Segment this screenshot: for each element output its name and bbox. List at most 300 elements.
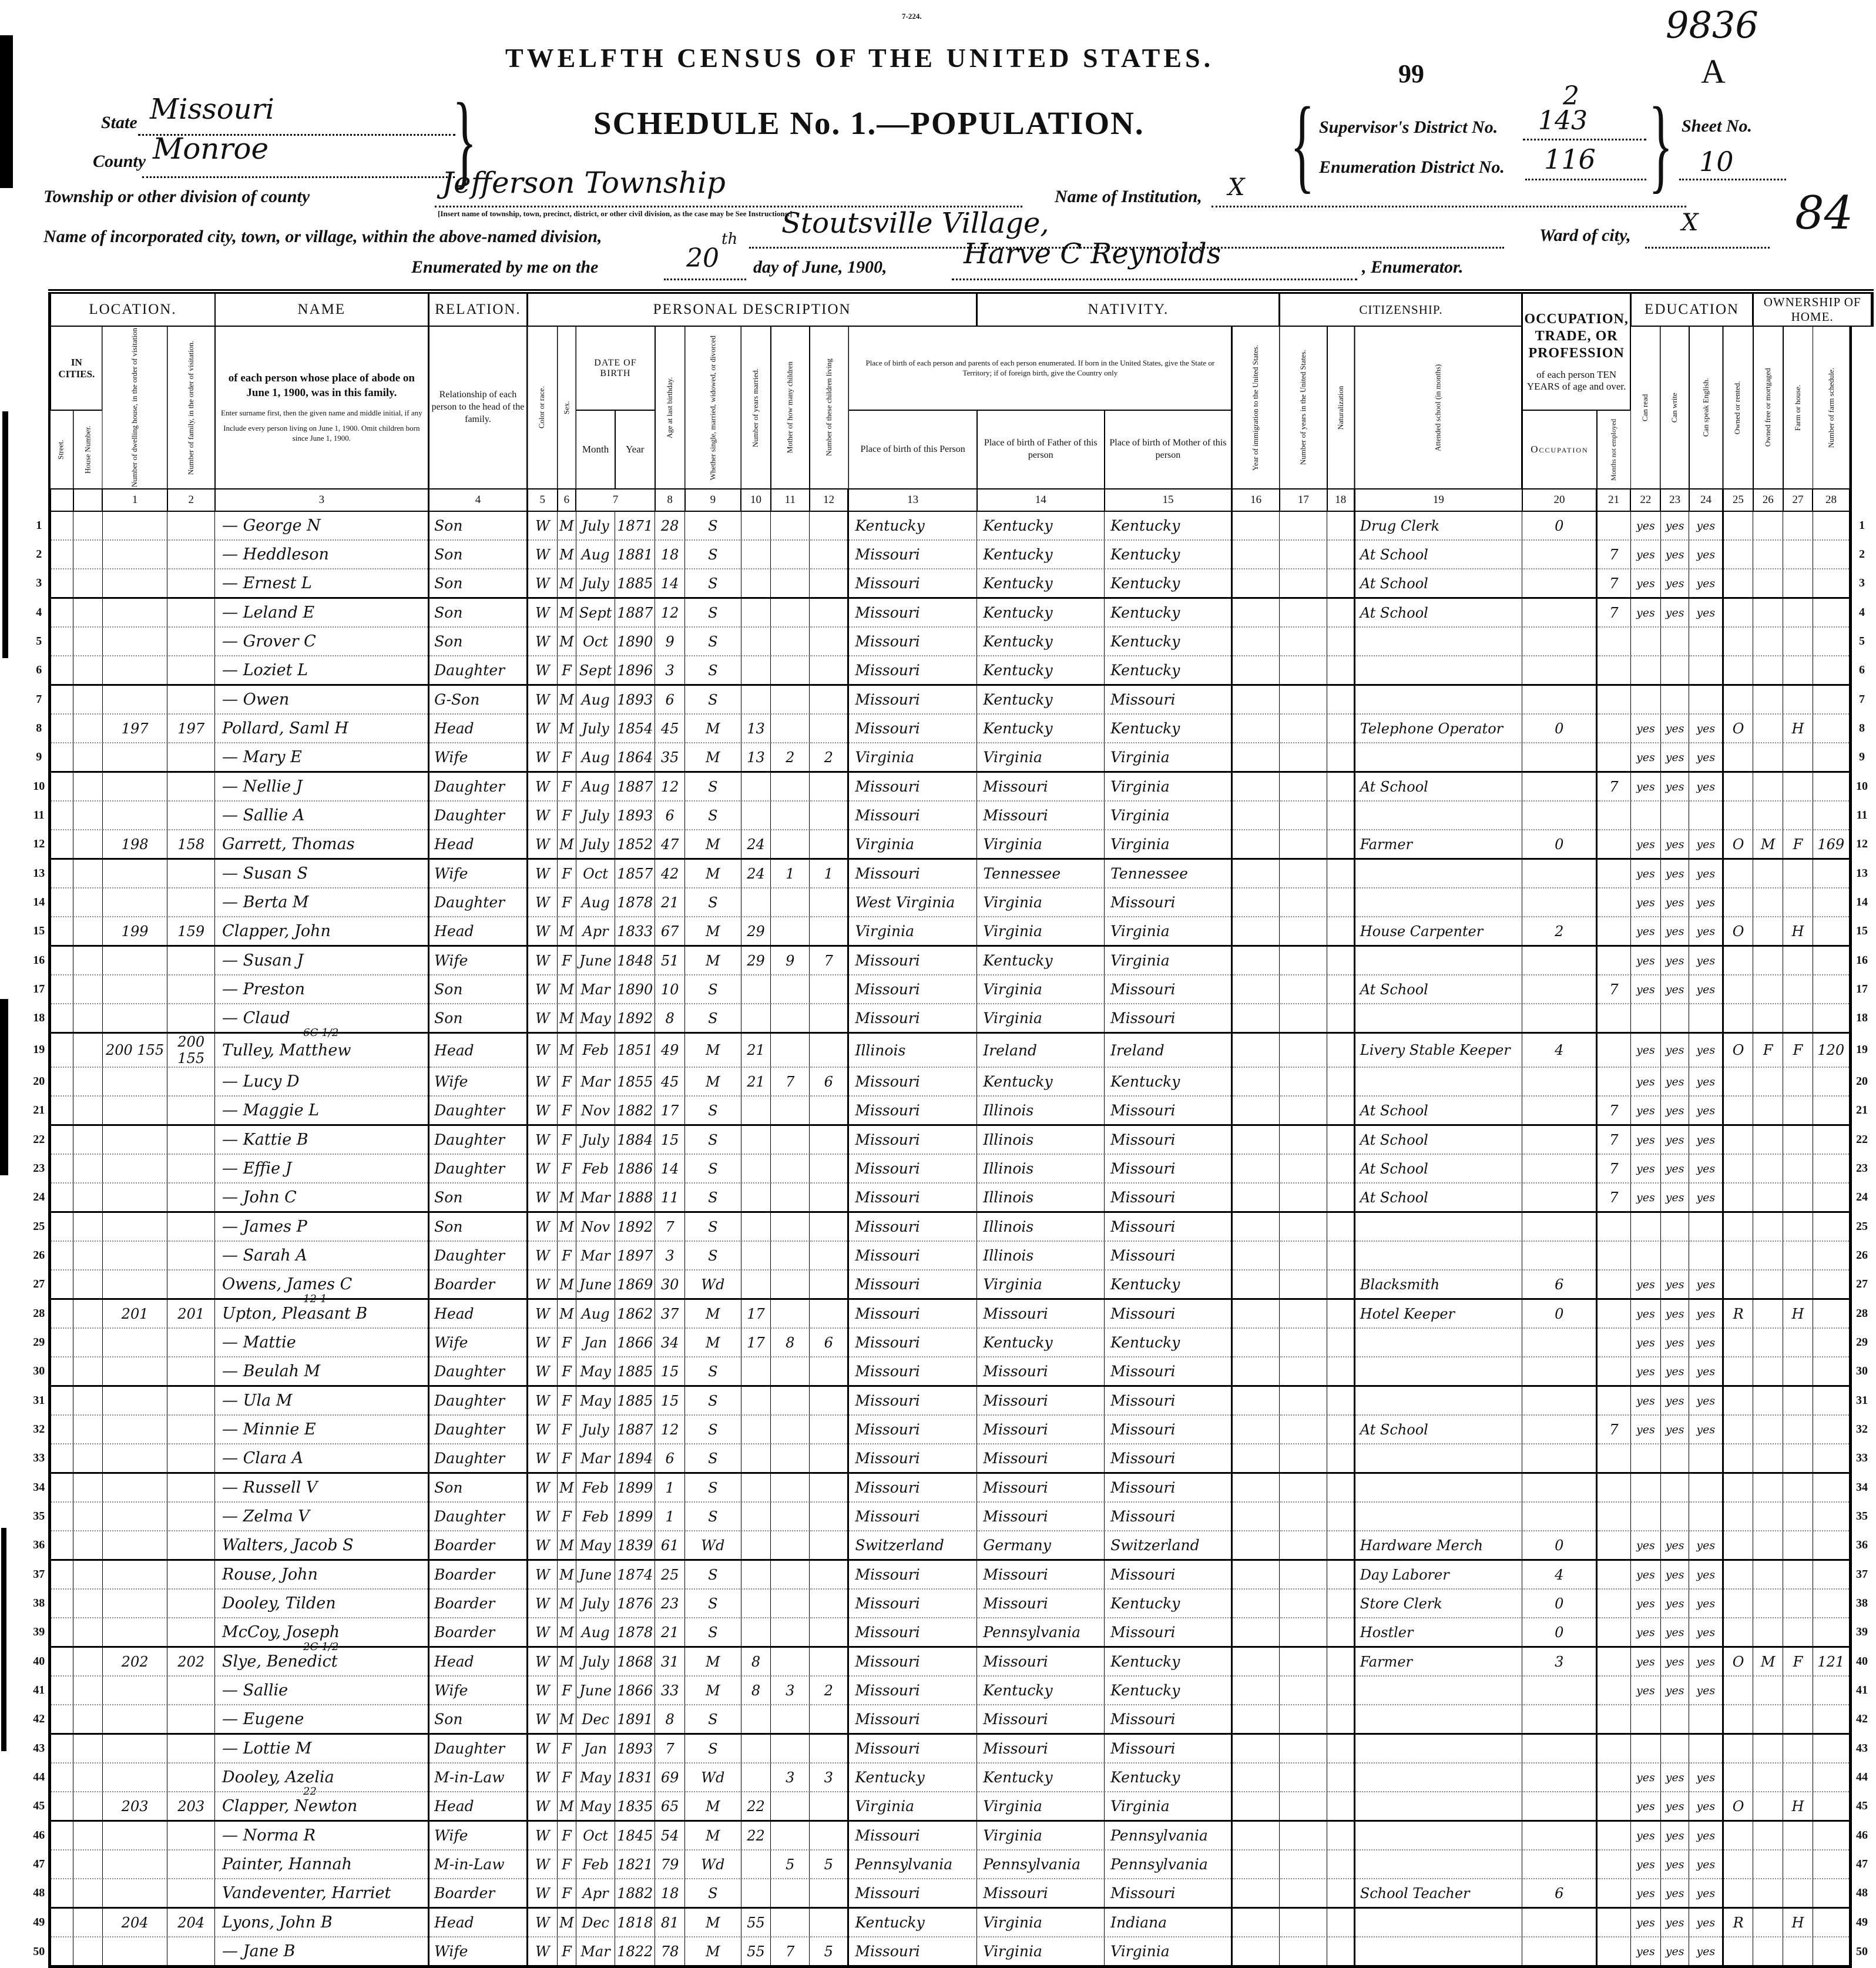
farm-schedule-cell [1813, 1096, 1850, 1125]
color-race-cell: W [527, 801, 557, 830]
birthplace-cell: Missouri [848, 801, 977, 830]
occupation-cell: Blacksmith [1354, 1270, 1522, 1299]
naturalization-cell [1327, 1386, 1355, 1416]
mother-of-cell: 7 [771, 1937, 810, 1967]
table-row [29, 1937, 1876, 1967]
birthplace-cell: Missouri [848, 656, 977, 685]
mortgage-cell [1753, 1386, 1783, 1416]
attended-school-cell [1597, 511, 1631, 540]
children-living-cell [810, 1125, 848, 1155]
marital-status-cell: M [685, 1821, 741, 1850]
mother-of-cell [771, 975, 810, 1004]
naturalization-cell [1327, 888, 1355, 917]
attended-school-cell: 7 [1597, 1125, 1631, 1155]
mother-of-cell [771, 685, 810, 715]
naturalization-cell [1327, 1850, 1355, 1879]
occupation-cell [1354, 946, 1522, 975]
can-write-cell: yes [1660, 1096, 1689, 1125]
enumerated-day-suffix: th [721, 230, 737, 248]
house-number-cell [73, 1502, 103, 1531]
family-number-cell [167, 1879, 215, 1908]
relation-cell: Wife [429, 743, 528, 772]
birth-year-cell: 1881 [615, 540, 655, 569]
mother-birthplace-cell: Missouri [1105, 1357, 1232, 1386]
occupation-cell: Day Laborer [1354, 1560, 1522, 1590]
can-write-cell [1660, 656, 1689, 685]
row-number-right: 12 [1850, 830, 1872, 859]
color-race-header: Color or race. [527, 326, 557, 489]
marital-status-cell: M [685, 830, 741, 859]
speak-english-cell: yes [1689, 511, 1723, 540]
family-number-cell [167, 1444, 215, 1473]
mother-birthplace-cell: Virginia [1105, 830, 1232, 859]
street-cell [50, 975, 73, 1004]
speak-english-cell [1689, 656, 1723, 685]
color-race-cell: W [527, 656, 557, 685]
sheet-line [1679, 179, 1786, 180]
colnum-16: 16 [1232, 489, 1280, 511]
street-cell [50, 1502, 73, 1531]
farm-schedule-cell [1813, 1560, 1850, 1590]
street-cell [50, 859, 73, 889]
can-write-cell: yes [1660, 1937, 1689, 1967]
colnum-13: 13 [848, 489, 977, 511]
years-in-us-cell [1280, 1502, 1327, 1531]
birth-month-cell: May [576, 1386, 615, 1416]
mother-birthplace-cell: Pennsylvania [1105, 1850, 1232, 1879]
street-cell [50, 743, 73, 772]
row-number-right: 43 [1850, 1734, 1872, 1764]
can-read-cell: yes [1630, 975, 1660, 1004]
can-write-cell [1660, 1473, 1689, 1503]
age-cell: 12 [655, 598, 685, 628]
mother-of-cell [771, 1560, 810, 1590]
mother-of-cell [771, 1154, 810, 1183]
immigration-year-cell [1232, 1328, 1280, 1357]
dwelling-number-cell [102, 1763, 167, 1792]
handwritten-page-id: 9836 [1666, 4, 1758, 46]
owned-rented-cell [1723, 1850, 1753, 1879]
relation-cell: Head [429, 714, 528, 743]
sex-cell: M [558, 1033, 576, 1068]
row-number-right: 40 [1850, 1647, 1872, 1677]
mother-birthplace-cell: Kentucky [1105, 1647, 1232, 1677]
mother-birthplace-cell: Missouri [1105, 1125, 1232, 1155]
color-race-cell: W [527, 1502, 557, 1531]
birth-month-cell: July [576, 511, 615, 540]
mother-of-cell [771, 1473, 810, 1503]
birth-month-cell: Aug [576, 888, 615, 917]
sex-cell: F [558, 1125, 576, 1155]
attended-school-cell: 7 [1597, 1415, 1631, 1444]
months-not-employed-cell: 0 [1522, 1299, 1597, 1329]
months-not-employed-cell [1522, 975, 1597, 1004]
can-read-cell: yes [1630, 1937, 1660, 1967]
sex-cell: F [558, 1763, 576, 1792]
relation-cell: Daughter [429, 772, 528, 802]
occupation-cell [1354, 888, 1522, 917]
street-cell [50, 1270, 73, 1299]
birthplace-cell: Virginia [848, 830, 977, 859]
months-not-employed-cell [1522, 1705, 1597, 1734]
relation-cell: Daughter [429, 1502, 528, 1531]
naturalization-cell [1327, 1531, 1355, 1560]
colnum-27: 27 [1783, 489, 1813, 511]
birth-month-cell: Mar [576, 975, 615, 1004]
can-read-cell [1630, 1705, 1660, 1734]
occupation-cell: At School [1354, 1096, 1522, 1125]
months-not-employed-cell [1522, 946, 1597, 975]
relation-cell: Son [429, 598, 528, 628]
farm-house-cell [1783, 1270, 1813, 1299]
farm-house-cell [1783, 1212, 1813, 1242]
farm-or-house-header: Farm or house. [1783, 326, 1813, 489]
mortgage-cell [1753, 1415, 1783, 1444]
dwelling-number-cell [102, 656, 167, 685]
immigration-year-cell [1232, 714, 1280, 743]
years-married-cell: 13 [741, 714, 771, 743]
years-in-us-cell [1280, 627, 1327, 656]
dwelling-number-cell [102, 1415, 167, 1444]
marital-status-cell: S [685, 1589, 741, 1618]
mortgage-cell [1753, 1763, 1783, 1792]
street-cell [50, 801, 73, 830]
age-cell: 17 [655, 1096, 685, 1125]
age-cell: 12 [655, 1415, 685, 1444]
owned-rented-cell [1723, 1357, 1753, 1386]
years-in-us-cell [1280, 540, 1327, 569]
farm-schedule-cell [1813, 1676, 1850, 1705]
speak-english-cell: yes [1689, 1647, 1723, 1677]
years-in-us-cell [1280, 1908, 1327, 1937]
years-married-cell [741, 888, 771, 917]
birth-year-cell: 1818 [615, 1908, 655, 1937]
person-name: Upton, Pleasant B [215, 1305, 367, 1323]
row-number-left: 29 [29, 1328, 50, 1357]
can-read-cell [1630, 1444, 1660, 1473]
color-race-cell: W [527, 743, 557, 772]
mother-of-cell [771, 830, 810, 859]
can-write-cell: yes [1660, 598, 1689, 628]
mother-of-cell [771, 1879, 810, 1908]
township-note: [Insert name of township, town, precinct, district, or other civil division, as the case may be See Instructions.] [438, 209, 792, 219]
naturalization-cell [1327, 1328, 1355, 1357]
immigration-year-cell [1232, 1589, 1280, 1618]
occupation-cell [1354, 1386, 1522, 1416]
sex-cell: F [558, 1821, 576, 1850]
years-in-us-cell [1280, 1763, 1327, 1792]
pencil-annotation: 22 [303, 1785, 317, 1798]
naturalization-cell [1327, 1908, 1355, 1937]
person-name: Painter, Hannah [215, 1855, 352, 1873]
years-married-cell [741, 1618, 771, 1647]
attended-school-cell [1597, 1589, 1631, 1618]
row-number-right: 25 [1850, 1212, 1872, 1242]
owned-rented-cell [1723, 1328, 1753, 1357]
immigration-year-cell [1232, 743, 1280, 772]
family-number-cell [167, 1415, 215, 1444]
can-write-cell: yes [1660, 1183, 1689, 1212]
years-married-cell: 21 [741, 1067, 771, 1096]
name-cell [215, 1212, 429, 1242]
street-cell [50, 1033, 73, 1068]
city-label: Name of incorporated city, town, or village, within the above-named division, [43, 227, 602, 247]
birthplace-cell: Switzerland [848, 1531, 977, 1560]
person-name: — Mary E [215, 748, 302, 766]
family-number-cell [167, 859, 215, 889]
can-write-cell: yes [1660, 1792, 1689, 1821]
enumerated-prefix: Enumerated by me on the [411, 257, 598, 277]
mortgage-cell [1753, 1908, 1783, 1937]
relation-cell: Head [429, 1647, 528, 1677]
years-in-us-cell [1280, 1647, 1327, 1677]
row-number-right: 50 [1850, 1937, 1872, 1967]
marital-status-cell: S [685, 1241, 741, 1270]
relation-cell: Son [429, 569, 528, 598]
mortgage-cell [1753, 1299, 1783, 1329]
age-cell: 1 [655, 1502, 685, 1531]
farm-schedule-cell [1813, 1937, 1850, 1967]
person-name: — Susan S [215, 864, 308, 883]
immigration-year-cell [1232, 1821, 1280, 1850]
can-read-cell: yes [1630, 1531, 1660, 1560]
immigration-year-cell [1232, 1067, 1280, 1096]
row-number-right: 19 [1850, 1033, 1872, 1068]
row-number-right: 13 [1850, 859, 1872, 889]
naturalization-cell [1327, 1502, 1355, 1531]
mother-birthplace-cell: Missouri [1105, 1560, 1232, 1590]
sex-cell: F [558, 1386, 576, 1416]
farm-house-cell [1783, 888, 1813, 917]
father-birthplace-cell: Virginia [977, 1004, 1105, 1033]
owned-rented-cell [1723, 1183, 1753, 1212]
owned-rented-cell: O [1723, 917, 1753, 946]
table-row [29, 569, 1876, 598]
years-in-us-cell [1280, 1067, 1327, 1096]
children-living-cell [810, 1792, 848, 1821]
speak-english-cell [1689, 1241, 1723, 1270]
sex-cell: M [558, 1560, 576, 1590]
years-married-cell [741, 1531, 771, 1560]
can-read-cell [1630, 685, 1660, 715]
row-number-right: 3 [1850, 569, 1872, 598]
farm-schedule-cell [1813, 714, 1850, 743]
relation-cell: Wife [429, 1937, 528, 1967]
marital-status-cell: S [685, 511, 741, 540]
children-living-header: Number of these children living [810, 326, 848, 489]
farm-house-cell: F [1783, 1033, 1813, 1068]
county-label: County [93, 152, 146, 172]
occupation-cell [1354, 1734, 1522, 1764]
farm-house-cell [1783, 1937, 1813, 1967]
birth-month-cell: June [576, 1676, 615, 1705]
person-name: — Leland E [215, 604, 314, 622]
age-cell: 6 [655, 801, 685, 830]
marital-status-header: Whether single, married, widowed, or divorced [685, 326, 741, 489]
can-write-cell: yes [1660, 569, 1689, 598]
name-cell [215, 598, 429, 628]
marital-status-cell: S [685, 1357, 741, 1386]
row-number-right: 23 [1850, 1154, 1872, 1183]
mother-birthplace-cell: Virginia [1105, 801, 1232, 830]
name-cell [215, 1763, 429, 1792]
house-number-cell [73, 1821, 103, 1850]
relation-cell: Daughter [429, 1734, 528, 1764]
father-birthplace-cell: Missouri [977, 1647, 1105, 1677]
street-cell [50, 1444, 73, 1473]
immigration-year-cell [1232, 1299, 1280, 1329]
birth-year-cell: 1831 [615, 1763, 655, 1792]
birth-year-cell: 1893 [615, 1734, 655, 1764]
mother-of-cell [771, 917, 810, 946]
name-cell [215, 1033, 429, 1068]
family-number-cell [167, 1328, 215, 1357]
years-in-us-cell [1280, 1415, 1327, 1444]
owned-rented-cell [1723, 1531, 1753, 1560]
birth-year-cell: 1869 [615, 1270, 655, 1299]
person-name: Garrett, Thomas [215, 835, 355, 853]
immigration-year-cell [1232, 1531, 1280, 1560]
months-not-employed-cell [1522, 1125, 1597, 1155]
birth-year-cell: 1857 [615, 859, 655, 889]
children-living-cell [810, 1618, 848, 1647]
years-married-cell [741, 685, 771, 715]
birth-year-cell: 1882 [615, 1879, 655, 1908]
mortgage-cell [1753, 1560, 1783, 1590]
mortgage-cell: F [1753, 1033, 1783, 1068]
age-cell: 45 [655, 1067, 685, 1096]
naturalization-cell [1327, 1357, 1355, 1386]
person-name: — Owen [215, 690, 289, 709]
immigration-year-cell [1232, 1096, 1280, 1125]
can-write-cell: yes [1660, 917, 1689, 946]
sheet-no-label: Sheet No. [1682, 116, 1752, 136]
colnum-7: 7 [576, 489, 655, 511]
family-number-cell [167, 801, 215, 830]
birthplace-cell: Missouri [848, 1502, 977, 1531]
birth-month-cell: Feb [576, 1502, 615, 1531]
speak-english-cell: yes [1689, 1270, 1723, 1299]
sex-cell: M [558, 917, 576, 946]
attended-school-cell [1597, 830, 1631, 859]
family-number-cell [167, 1004, 215, 1033]
speak-english-cell: yes [1689, 1096, 1723, 1125]
age-cell: 15 [655, 1125, 685, 1155]
mortgage-cell [1753, 975, 1783, 1004]
farm-house-cell [1783, 1850, 1813, 1879]
sex-cell: F [558, 772, 576, 802]
farm-schedule-cell [1813, 946, 1850, 975]
group-nativity: NATIVITY. [977, 291, 1280, 326]
colnum-23: 23 [1660, 489, 1689, 511]
children-living-cell [810, 975, 848, 1004]
attended-school-cell [1597, 685, 1631, 715]
row-number-right: 21 [1850, 1096, 1872, 1125]
birth-year-cell: 1871 [615, 511, 655, 540]
immigration-year-cell [1232, 1560, 1280, 1590]
person-name: Walters, Jacob S [215, 1536, 354, 1554]
years-married-cell: 24 [741, 830, 771, 859]
months-not-employed-cell [1522, 1763, 1597, 1792]
mortgage-cell [1753, 569, 1783, 598]
attended-school-cell [1597, 1560, 1631, 1590]
can-read-cell [1630, 1734, 1660, 1764]
naturalization-cell [1327, 511, 1355, 540]
years-married-cell [741, 1705, 771, 1734]
immigration-year-cell [1232, 1908, 1280, 1937]
table-row [29, 656, 1876, 685]
county-value: Monroe [153, 132, 269, 166]
street-cell [50, 1067, 73, 1096]
sex-cell: M [558, 1792, 576, 1821]
row-number-left: 16 [29, 946, 50, 975]
row-number-left: 31 [29, 1386, 50, 1416]
table-row [29, 1386, 1876, 1416]
mother-of-cell [771, 1125, 810, 1155]
occupation-header: Occupation [1522, 410, 1597, 489]
speak-english-cell: yes [1689, 1299, 1723, 1329]
father-birthplace-cell: Kentucky [977, 656, 1105, 685]
months-not-employed-cell [1522, 801, 1597, 830]
months-not-employed-cell: 0 [1522, 1618, 1597, 1647]
table-row [29, 598, 1876, 628]
can-write-cell: yes [1660, 1531, 1689, 1560]
can-read-cell: yes [1630, 1850, 1660, 1879]
house-number-cell [73, 656, 103, 685]
immigration-year-cell [1232, 1357, 1280, 1386]
birth-month-cell: Aug [576, 772, 615, 802]
occupation-group-note: of each person TEN YEARS of age and over. [1524, 369, 1628, 393]
birthplace-cell: Missouri [848, 859, 977, 889]
children-living-cell [810, 1821, 848, 1850]
family-number-cell [167, 1531, 215, 1560]
birth-month-cell: Mar [576, 1183, 615, 1212]
name-cell [215, 917, 429, 946]
children-living-cell [810, 569, 848, 598]
birth-year-cell: 1866 [615, 1676, 655, 1705]
naturalization-cell [1327, 1589, 1355, 1618]
in-cities-header: IN CITIES. [50, 326, 102, 410]
color-race-cell: W [527, 917, 557, 946]
street-cell [50, 1357, 73, 1386]
census-title: TWELFTH CENSUS OF THE UNITED STATES. [505, 42, 1214, 73]
attended-school-cell [1597, 1734, 1631, 1764]
mother-birthplace-cell: Kentucky [1105, 1270, 1232, 1299]
naturalization-header: Naturalization [1327, 326, 1355, 489]
table-row [29, 540, 1876, 569]
relation-cell: Boarder [429, 1531, 528, 1560]
owned-rented-cell [1723, 1502, 1753, 1531]
mother-birthplace-cell: Ireland [1105, 1033, 1232, 1068]
street-cell [50, 1386, 73, 1416]
color-race-cell: W [527, 1241, 557, 1270]
occupation-cell [1354, 685, 1522, 715]
dwelling-number-cell [102, 801, 167, 830]
years-married-cell: 13 [741, 743, 771, 772]
street-cell [50, 1908, 73, 1937]
person-name: — Maggie L [215, 1101, 319, 1119]
row-number-left: 28 [29, 1299, 50, 1329]
months-not-employed-cell: 0 [1522, 830, 1597, 859]
speak-english-cell: yes [1689, 1879, 1723, 1908]
relation-cell: Son [429, 975, 528, 1004]
birth-month-cell: Feb [576, 1154, 615, 1183]
person-name: — Jane B [215, 1942, 295, 1960]
immigration-year-cell [1232, 1212, 1280, 1242]
row-number-left: 37 [29, 1560, 50, 1590]
name-cell [215, 1589, 429, 1618]
naturalization-cell [1327, 859, 1355, 889]
